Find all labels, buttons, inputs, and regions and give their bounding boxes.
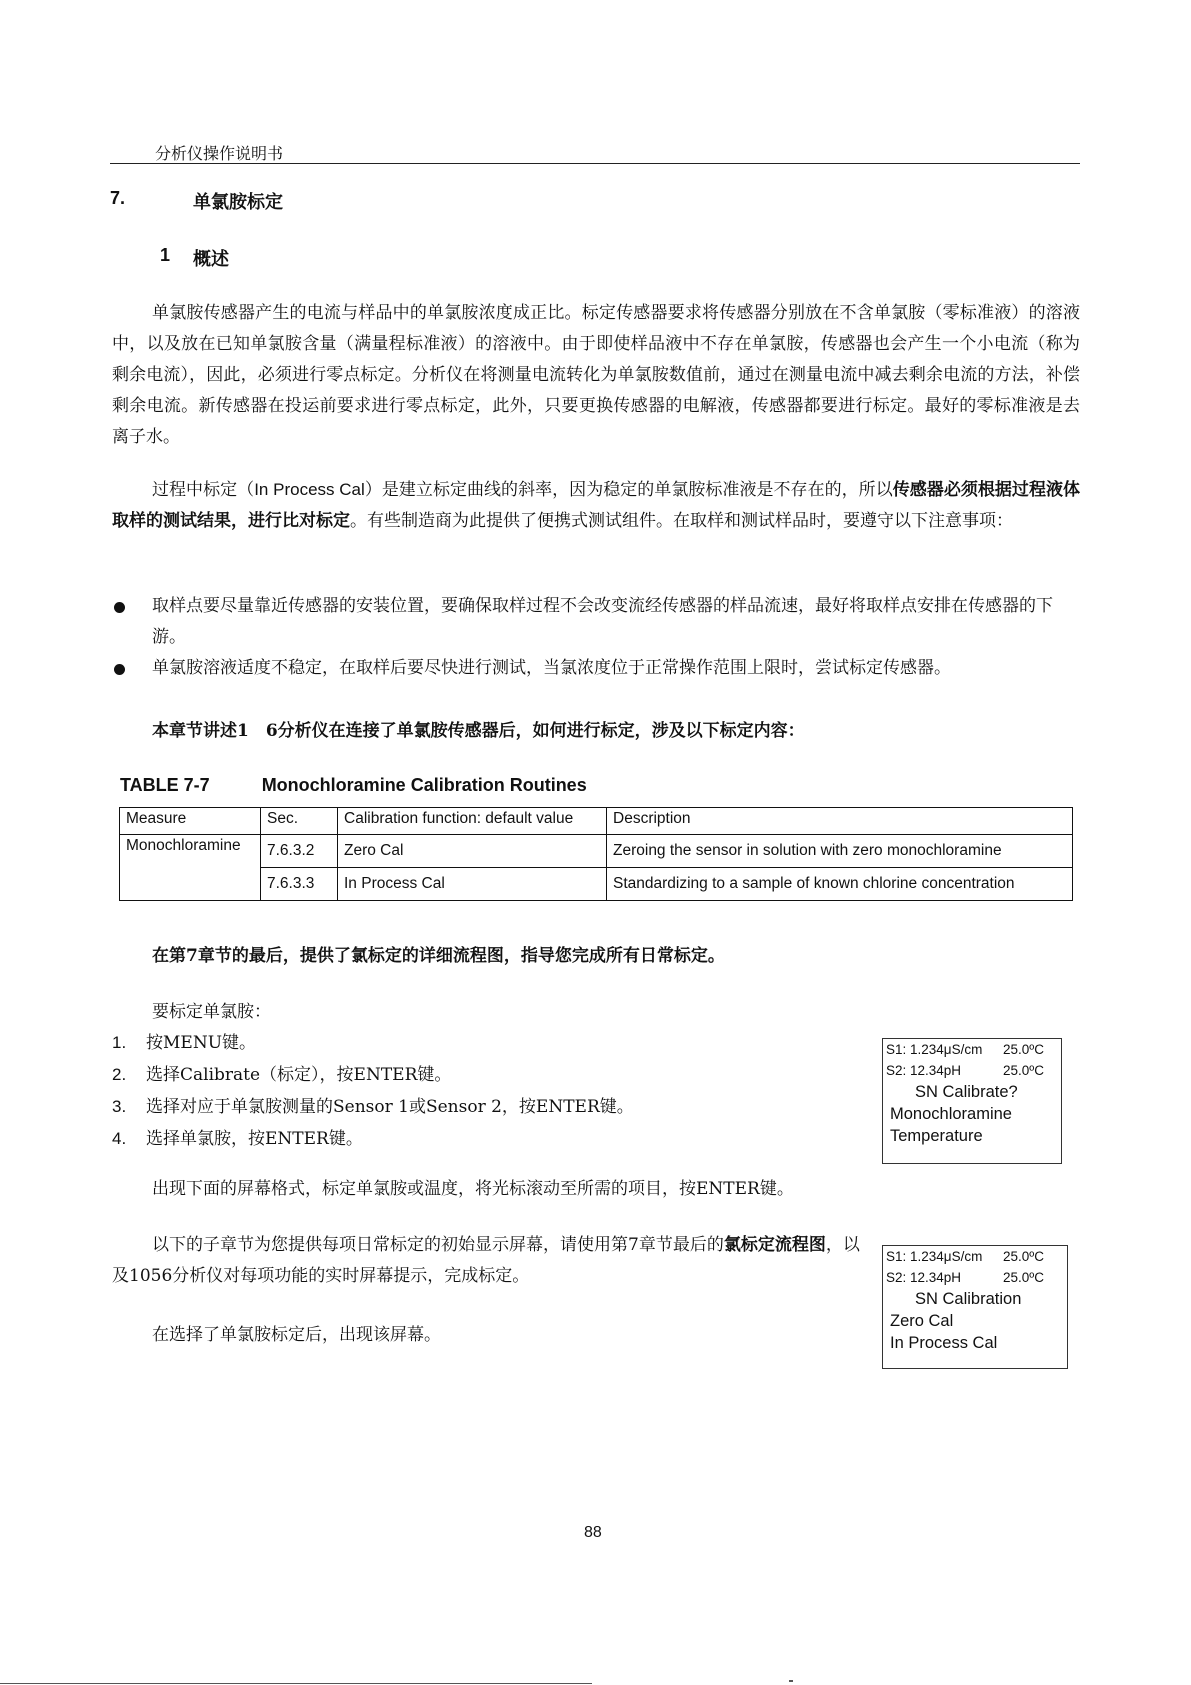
sub-chapters-emphasis: 氯标定流程图 — [723, 1235, 826, 1255]
table-header-cell: Sec. — [261, 808, 338, 835]
step-number: 4. — [112, 1129, 127, 1148]
step-number: 1. — [112, 1033, 127, 1052]
procedure-steps — [112, 1027, 634, 1155]
list-item — [112, 591, 1080, 653]
bullet-icon — [114, 664, 125, 675]
sensor1-reading — [883, 1039, 1061, 1060]
sensor2-temp: 25.0ºC — [1003, 1270, 1044, 1285]
p2-term: In Process Cal — [254, 480, 365, 499]
header-title: 分析仪操作说明书 — [155, 144, 284, 163]
sensor1-value: S1: 1.234μS/cm — [886, 1042, 983, 1057]
list-item — [112, 653, 1080, 684]
screen-title: SN Calibration — [915, 1290, 1022, 1308]
sensor2-value: S2: 12.34pH — [886, 1063, 962, 1078]
step-text: 选择Calibrate（标定），按ENTER键。 — [146, 1065, 452, 1085]
section-cell: 7.6.3.2 — [261, 835, 338, 868]
procedure-intro: 要标定单氯胺： — [152, 1002, 271, 1022]
sub-chapters-paragraph — [112, 1230, 860, 1292]
overview-paragraph: 单氯胺传感器产生的电流与样品中的单氯胺浓度成正比。标定传感器要求将传感器分别放在不含单氯胺（零标准液）的溶液中，以及放在已知单氯胺含量（满量程标准液）的溶液中。由于即使样品液中不存在单氯胺，传感器也会产生一个小电流（称为剩余电流），因此，必须进行零点标定。分析仪在将测量电流转化为单氯胺数值前，通过在测量电流中减去剩余电流的方法，补偿剩余电流。新传感器在投运前要求进行零点标定，此外，只要更换传感器的电解液，传感器都要进行标定。最好的零标准液是去离子水。 — [112, 303, 1080, 447]
sensor2-reading — [883, 1267, 1067, 1288]
chapter-note: 本章节讲述1 6分析仪在连接了单氯胺传感器后，如何进行标定，涉及以下标定内容： — [152, 721, 805, 741]
sensor1-temp: 25.0ºC — [1003, 1042, 1044, 1057]
table-header-cell: Measure — [120, 808, 261, 835]
sensor2-temp: 25.0ºC — [1003, 1063, 1044, 1078]
sub-chapters-text-a: 以下的子章节为您提供每项日常标定的初始显示屏幕，请使用第7章节最后的 — [152, 1235, 724, 1255]
menu-option: In Process Cal — [890, 1334, 998, 1352]
section-title: 单氯胺标定 — [193, 192, 283, 213]
step-number: 2. — [112, 1065, 127, 1084]
flowchart-summary: 在第7章节的最后，提供了氯标定的详细流程图，指导您完成所有日常标定。 — [152, 946, 725, 966]
table-header-cell: Description — [607, 808, 1073, 835]
page-number: 88 — [584, 1524, 602, 1541]
table-caption-title: Monochloramine Calibration Routines — [261, 775, 587, 795]
bullet-text: 取样点要尽量靠近传感器的安装位置，要确保取样过程不会改变流经传感器的样品流速，最好将取样点安排在传感器的下游。 — [152, 596, 1053, 647]
measure-cell: Monochloramine — [120, 835, 261, 901]
sensor1-temp: 25.0ºC — [1003, 1249, 1044, 1264]
section-cell: 7.6.3.3 — [261, 868, 338, 901]
function-cell: Zero Cal — [338, 835, 607, 868]
screen-title: SN Calibrate? — [915, 1083, 1018, 1101]
list-item — [112, 1059, 634, 1091]
in-process-paragraph — [112, 474, 1080, 537]
table-caption — [120, 775, 587, 796]
sensor1-value: S1: 1.234μS/cm — [886, 1249, 983, 1264]
calibration-menu-screen — [882, 1245, 1068, 1369]
section-number: 7. — [110, 188, 126, 208]
sampling-notes-list — [112, 591, 1080, 684]
header-divider — [110, 163, 1080, 164]
function-cell: In Process Cal — [338, 868, 607, 901]
description-cell: Standardizing to a sample of known chlorine concentration — [607, 868, 1073, 901]
p2-text-c: ）是建立标定曲线的斜率，因为稳定的单氯胺标准液是不存在的，所以 — [364, 480, 893, 500]
sensor1-reading — [883, 1246, 1067, 1267]
subsection-title: 概述 — [193, 249, 229, 270]
step-text: 选择单氯胺，按ENTER键。 — [146, 1129, 363, 1149]
step-number: 3. — [112, 1097, 127, 1116]
table-caption-id: TABLE 7-7 — [120, 775, 210, 795]
step-text: 按MENU键。 — [146, 1033, 257, 1053]
sub-chapters-text-b: ，以及1056分析仪对每项功能的实时屏幕提示，完成标定。 — [112, 1235, 860, 1286]
selection-note: 在选择了单氯胺标定后，出现该屏幕。 — [152, 1325, 441, 1345]
sensor2-value: S2: 12.34pH — [886, 1270, 962, 1285]
footer-mark — [789, 1680, 793, 1682]
calibrate-menu-screen — [882, 1038, 1062, 1164]
screen-instruction: 出现下面的屏幕格式，标定单氯胺或温度，将光标滚动至所需的项目，按ENTER键。 — [152, 1179, 794, 1199]
footer-divider — [0, 1683, 592, 1684]
sensor2-reading — [883, 1060, 1061, 1081]
menu-option: Monochloramine — [890, 1105, 1012, 1123]
table-row — [120, 868, 1073, 901]
table-header-row — [120, 808, 1073, 835]
calibration-routines-table — [119, 807, 1073, 901]
subsection-number: 1 — [160, 245, 171, 265]
bullet-text: 单氯胺溶液适度不稳定，在取样后要尽快进行测试，当氯浓度位于正常操作范围上限时，尝试标定传感器。 — [152, 658, 951, 678]
menu-option: Zero Cal — [890, 1312, 954, 1330]
list-item — [112, 1123, 634, 1155]
list-item — [112, 1091, 634, 1123]
table-header-cell: Calibration function: default value — [338, 808, 607, 835]
table-row — [120, 835, 1073, 868]
bullet-icon — [114, 602, 125, 613]
description-cell: Zeroing the sensor in solution with zero monochloramine — [607, 835, 1073, 868]
p2-text-d: 。有些制造商为此提供了便携式测试组件。在取样和测试样品时，要遵守以下注意事项： — [350, 511, 1013, 531]
p2-text-a: 过程中标定（ — [152, 480, 255, 500]
list-item — [112, 1027, 634, 1059]
menu-option: Temperature — [890, 1127, 983, 1145]
p2-emphasis: 传感器必须根据过程液体取样的测试结果，进行比对标定 — [112, 480, 1081, 531]
step-text: 选择对应于单氯胺测量的Sensor 1或Sensor 2，按ENTER键。 — [146, 1097, 634, 1117]
